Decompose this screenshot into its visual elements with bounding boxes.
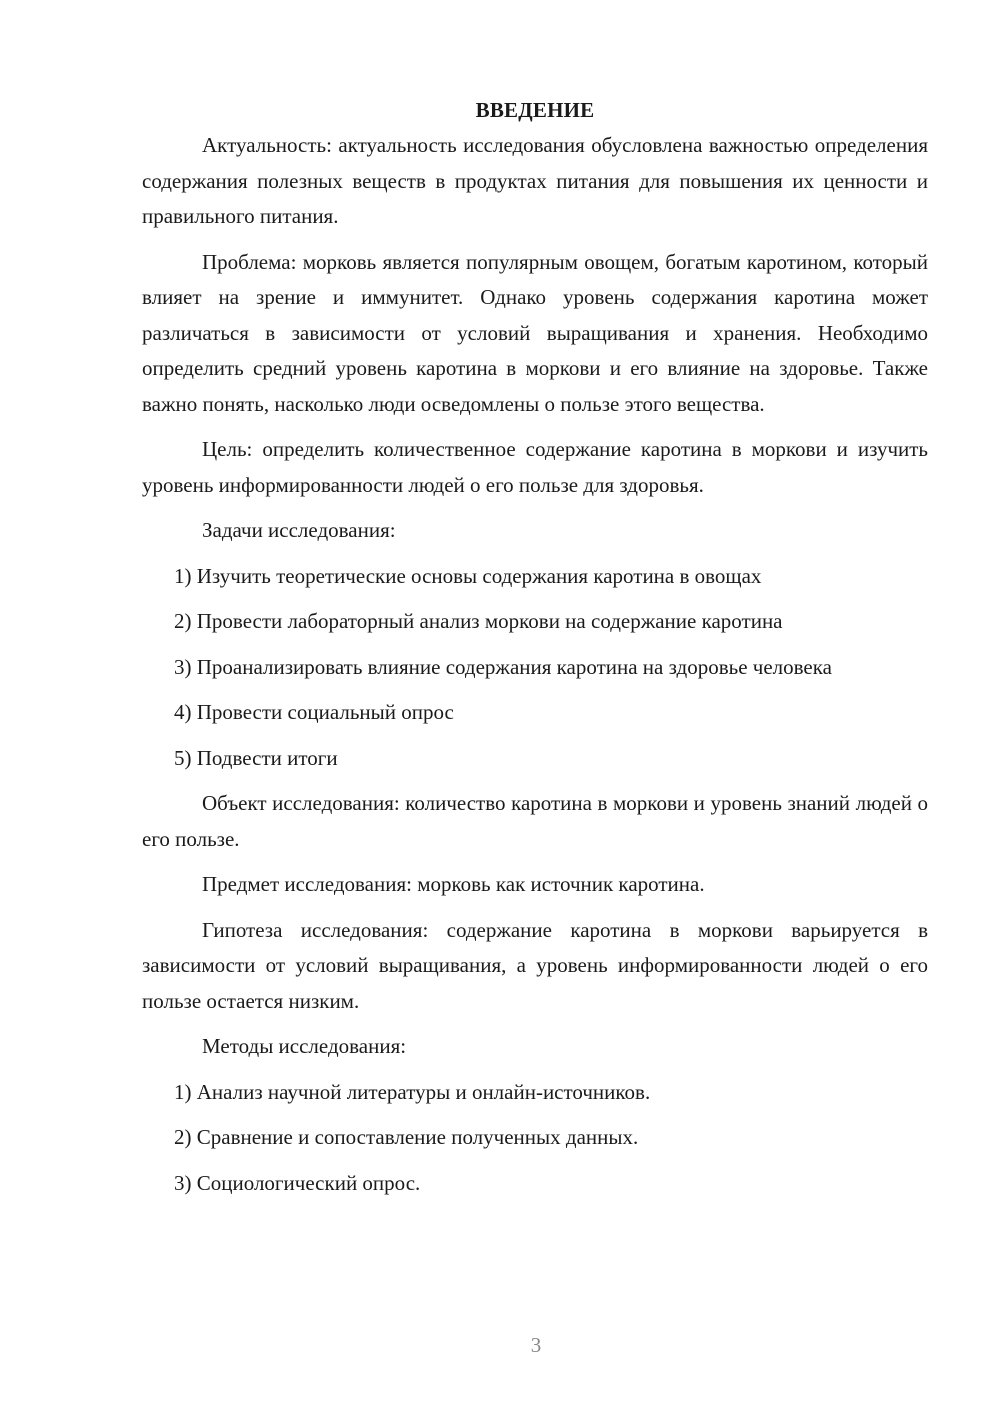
section-title: ВВЕДЕНИЕ [475,98,595,122]
paragraph-methods-heading: Методы исследования: [202,1034,407,1058]
task-item-1: 1) Изучить теоретические основы содержания каротина в овощах [174,563,762,588]
paragraph-problem: Проблема: морковь является популярным овощем, богатым каротином, который влияет на зрение и иммунитет. Однако уровень содержания каротина может различаться в зависимости от условий выращивания и хранения. Необходимо определить средний уровень каротина в моркови и его влияние на здоровье. Также важно понять, насколько люди осведомлены о пользе этого вещества. [142,249,928,416]
document-page [142,93,928,1211]
paragraph-tasks-heading: Задачи исследования: [202,518,396,542]
paragraph-relevance: Актуальность: актуальность исследования обусловлена важностью определения содержания полезных веществ в продуктах питания для повышения их ценности и правильного питания. [142,133,928,228]
task-item-3: 3) Проанализировать влияние содержания каротина на здоровье человека [174,654,832,679]
paragraph-goal: Цель: определить количественное содержание каротина в моркови и изучить уровень информированности людей о его пользе для здоровья. [142,437,928,497]
page-number: 3 [530,1333,542,1357]
task-item-4: 4) Провести социальный опрос [174,700,454,724]
paragraph-subject: Предмет исследования: морковь как источник каротина. [202,872,705,896]
task-item-2: 2) Провести лабораторный анализ моркови на содержание каротина [174,609,783,633]
method-item-2: 2) Сравнение и сопоставление полученных данных. [174,1125,639,1149]
paragraph-object: Объект исследования: количество каротина в моркови и уровень знаний людей о его пользе. [142,791,928,851]
method-item-1: 1) Анализ научной литературы и онлайн-источников. [174,1079,651,1104]
method-item-3: 3) Социологический опрос. [174,1170,421,1195]
paragraph-hypothesis: Гипотеза исследования: содержание каротина в моркови варьируется в зависимости от условий выращивания, а уровень информированности людей о его пользе остается низким. [142,917,928,1013]
task-item-5: 5) Подвести итоги [174,745,338,770]
